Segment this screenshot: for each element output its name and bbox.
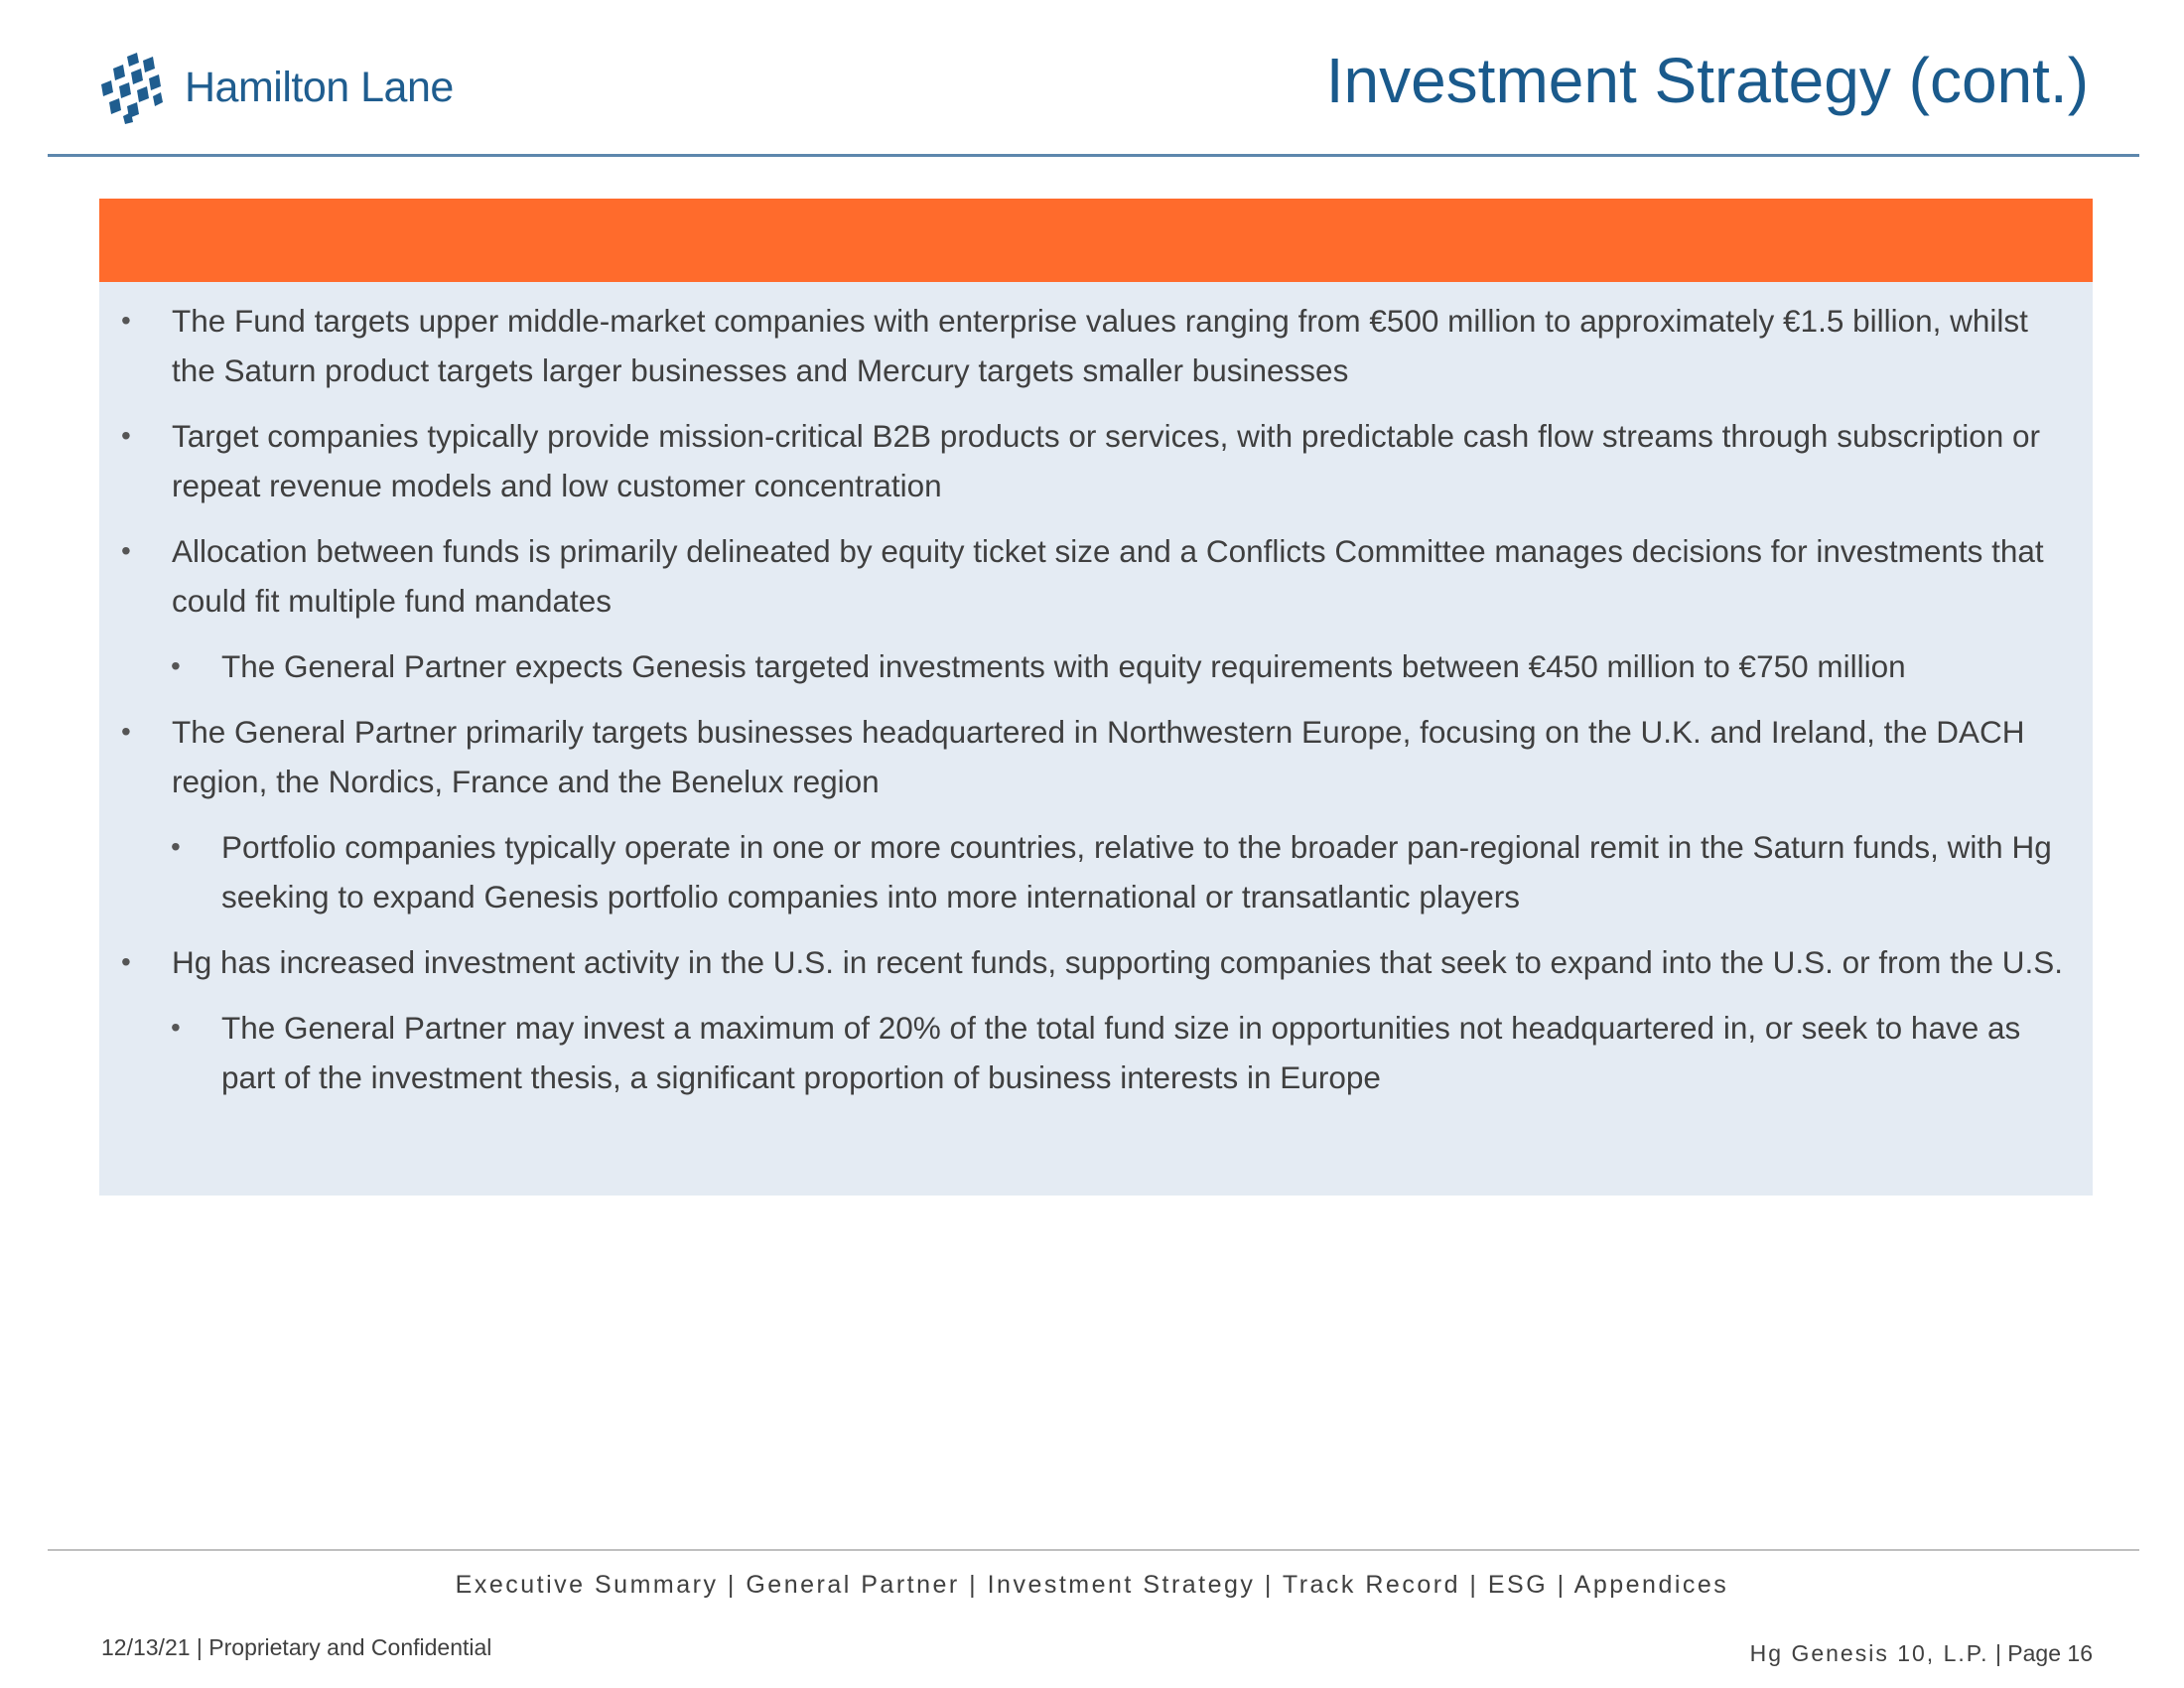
sub-bullet-item <box>119 822 2063 921</box>
bullet-item <box>119 296 2063 395</box>
footer-fund-name: Hg Genesis 10, L.P. <box>1749 1640 1989 1666</box>
bullet-item <box>119 937 2063 987</box>
bullet-marker: • <box>121 946 131 977</box>
sub-bullet-item <box>119 641 2063 691</box>
bullet-text: Allocation between funds is primarily delineated by equity ticket size and a Conflicts Committee manages decisions for investments that could fit multiple fund mandates <box>172 533 2044 619</box>
content-panel <box>99 282 2093 1196</box>
section-header-band <box>99 199 2093 282</box>
bullet-item <box>119 707 2063 806</box>
bullet-marker: • <box>121 716 131 747</box>
bullet-text: The General Partner expects Genesis targeted investments with equity requirements between €450 million to €750 million <box>221 648 1906 684</box>
bullet-marker: • <box>121 420 131 451</box>
footer-navigation[interactable]: Executive Summary | General Partner | Investment Strategy | Track Record | ESG | Appendices <box>455 1571 1729 1599</box>
sub-bullet-item <box>119 1003 2063 1102</box>
company-logo[interactable] <box>95 48 454 127</box>
bullet-list <box>119 296 2063 1102</box>
bullet-text: The Fund targets upper middle-market companies with enterprise values ranging from €500 million to approximately €1.5 billion, whilst the Saturn product targets larger businesses and Mercury targets smaller businesses <box>172 303 2028 388</box>
hamilton-lane-logo-icon <box>95 51 169 124</box>
footer-page-number: | Page 16 <box>1994 1640 2093 1666</box>
bullet-text: The General Partner primarily targets businesses headquartered in Northwestern Europe, focusing on the U.K. and Ireland, the DACH region, the Nordics, France and the Benelux region <box>172 714 2025 799</box>
logo-text: Hamilton Lane <box>185 63 454 111</box>
bullet-text: The General Partner may invest a maximum of 20% of the total fund size in opportunities not headquartered in, or seek to have as part of the investment thesis, a significant proportion of business interests in Europe <box>221 1010 2021 1095</box>
bullet-item <box>119 411 2063 510</box>
footer-date-confidential: 12/13/21 | Proprietary and Confidential <box>101 1634 492 1660</box>
footer-page-info <box>1750 1640 2093 1667</box>
page-title: Investment Strategy (cont.) <box>1325 45 2089 116</box>
bullet-marker: • <box>171 831 181 862</box>
footer-divider <box>48 1549 2139 1551</box>
bullet-marker: • <box>121 305 131 336</box>
bullet-text: Target companies typically provide mission-critical B2B products or services, with predictable cash flow streams through subscription or repeat revenue models and low customer concentration <box>172 418 2041 503</box>
bullet-marker: • <box>171 1012 181 1043</box>
header-divider <box>48 154 2139 157</box>
bullet-text: Portfolio companies typically operate in one or more countries, relative to the broader pan-regional remit in the Saturn funds, with Hg seeking to expand Genesis portfolio companies into more international or transatlantic players <box>221 829 2052 914</box>
bullet-item <box>119 526 2063 626</box>
bullet-marker: • <box>121 535 131 566</box>
bullet-marker: • <box>171 650 181 681</box>
bullet-text: Hg has increased investment activity in the U.S. in recent funds, supporting companies that seek to expand into the U.S. or from the U.S. <box>172 944 2063 980</box>
